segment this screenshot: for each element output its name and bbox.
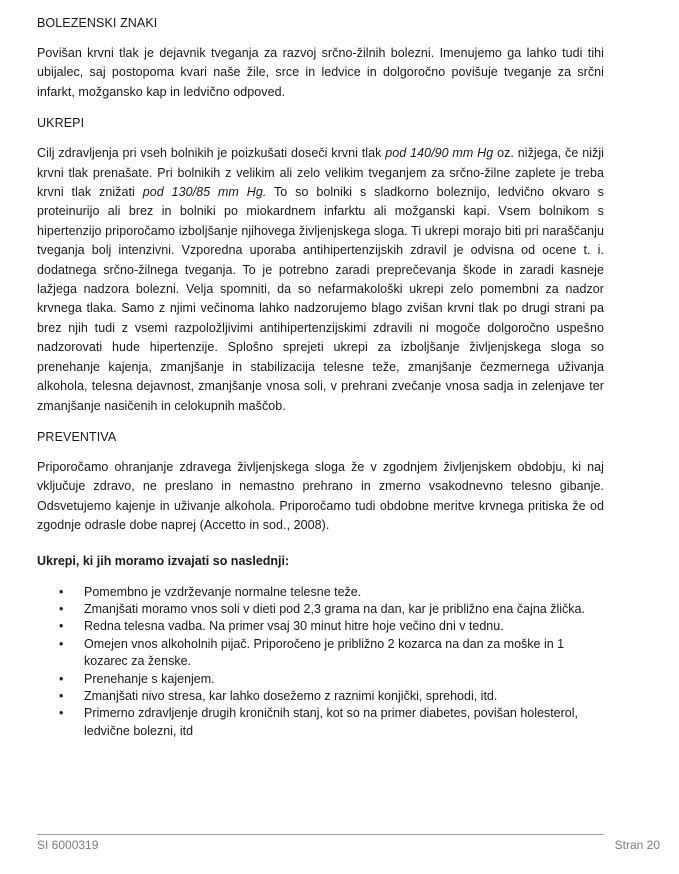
list-item (37, 618, 604, 635)
document-page (37, 14, 604, 740)
list-item-text: Prenehanje s kajenjem. (84, 671, 215, 686)
target-pressure-2: pod 130/85 mm Hg. (142, 185, 267, 200)
bullet-icon: • (59, 706, 64, 721)
list-item (37, 688, 604, 705)
footer-page-number: Stran 20 (614, 838, 660, 852)
section-heading-znaki: BOLEZENSKI ZNAKI (37, 16, 158, 30)
paragraph-preventiva: Priporočamo ohranjanje zdravega življenjskega sloga že v zgodnjem življenjskem obdobju, ki naj vključuje zdravo, ne preslano in nemastno prehrano in zmerno vsakodnevno telesno gibanje. Odsvetujemo kajenje in uživanje alkohola. Priporočamo tudi obdobne meritve krvnega pritiska že od zgodnje odrasle dobe naprej (Accetto in sod., 2008). (37, 459, 604, 533)
list-item (37, 636, 604, 671)
bullet-icon: • (59, 619, 64, 634)
paragraph-ukrepi (37, 144, 604, 416)
list-item-text: Zmanjšati nivo stresa, kar lahko dosežemo z raznimi konjički, sprehodi, itd. (84, 688, 498, 703)
bullet-icon: • (59, 636, 64, 651)
paragraph-ukrepi-part-2: oz. nižjega, če nižji krvni tlak prenašate. Pri bolnikih z velikim ali zelo velikim tveganjem za srčno-žilne zaplete je treba krvni tlak znižati (37, 146, 604, 200)
list-item (37, 705, 604, 740)
list-item (37, 671, 604, 688)
list-heading: Ukrepi, ki jih moramo izvajati so naslednji: (37, 553, 290, 568)
list-item-text: Omejen vnos alkoholnih pijač. Priporočeno je približno 2 kozarca na dan za moške in 1 kozarec za ženske. (84, 636, 565, 669)
paragraph-ukrepi-part-3: To so bolniki s sladkorno boleznijo, ledvično okvaro s proteinurijo ali brez in bolniki po miokardnem infarktu ali možganski kapi. Vsem bolnikom s hipertenzijo priporočamo izboljšanje njihovega življenjskega sloga. Ti ukrepi morajo biti pri naraščanju tveganja bolj intenzivni. Vzporedna uporaba antihipertenzijskih zdravil je odvisna od ocene t. i. dodatnega srčno-žilnega tveganja. To je potrebno zaradi preprečevanja škode in zaradi kasneje lažjega nadzora bolezni. Velja spomniti, da so nefarmakološki ukrepi zelo pomembni za nadzor krvnega tlaka. Samo z njimi večinoma lahko nadzorujemo blago zvišan krvni tlak po drugi strani pa brez njih tudi z vsemi razpoložljivimi antihipertenzijskimi zdravili ni mogoče dolgoročno uspešno nadzorovati hude hipertenzije. Splošno sprejeti ukrepi za izboljšanje življenjskega sloga so prenehanje kajenja, zmanjšanje in stabilizacija telesne teže, zmanjšanje čezmernega uživanja alkohola, telesna dejavnost, zmanjšanje vnosa soli, v prehrani zvečanje vnosa sadja in zelenjave ter zmanjšanje nasičenih in celokupnih maščob. (37, 185, 604, 413)
paragraph-znaki: Povišan krvni tlak je dejavnik tveganja za razvoj srčno-žilnih bolezni. Imenujemo ga lahko tudi tihi ubijalec, saj postopoma kvari naše žile, srce in ledvice in dolgoročno povišuje tveganje za srčni infarkt, možgansko kap in ledvično odpoved. (37, 46, 604, 99)
list-item (37, 601, 604, 618)
list-item-text: Primerno zdravljenje drugih kroničnih stanj, kot so na primer diabetes, povišan holesterol, ledvične bolezni, itd (84, 706, 579, 738)
list-item (37, 584, 604, 601)
footer-document-id: SI 6000319 (37, 838, 99, 852)
bullet-icon: • (59, 688, 64, 703)
footer-divider (37, 834, 604, 835)
section-heading-preventiva: PREVENTIVA (37, 429, 117, 444)
target-pressure-1: pod 140/90 mm Hg (385, 146, 494, 161)
bullet-icon: • (59, 671, 64, 686)
list-item-text: Zmanjšati moramo vnos soli v dieti pod 2,3 grama na dan, kar je približno ena čajna žlička. (84, 601, 585, 616)
bullet-icon: • (59, 584, 64, 599)
section-heading-ukrepi: UKREPI (37, 116, 85, 131)
paragraph-ukrepi-part-1: Cilj zdravljenja pri vseh bolnikih je poizkušati doseči krvni tlak (37, 146, 386, 161)
bullet-icon: • (59, 601, 64, 616)
list-item-text: Pomembno je vzdrževanje normalne telesne teže. (84, 584, 362, 599)
measures-list (37, 584, 604, 741)
list-item-text: Redna telesna vadba. Na primer vsaj 30 minut hitre hoje večino dni v tednu. (84, 619, 504, 634)
